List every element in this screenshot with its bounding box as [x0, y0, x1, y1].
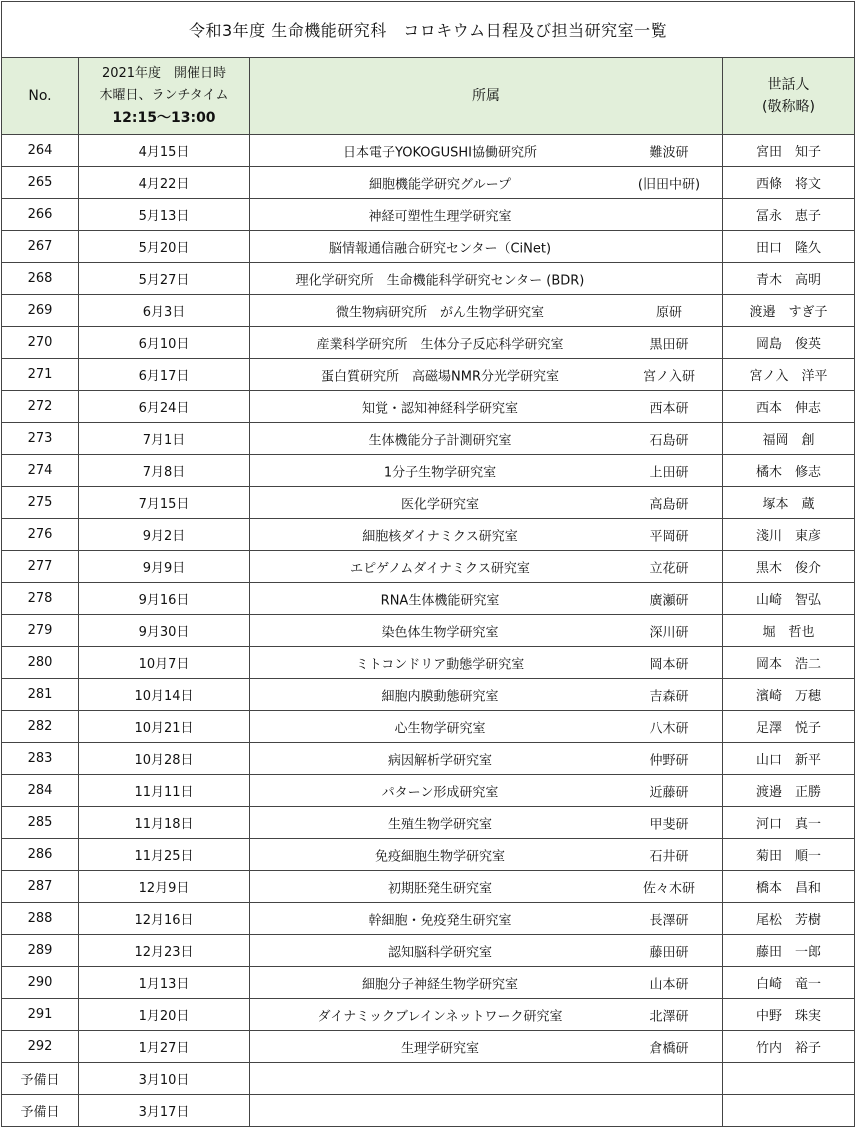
row-affiliation	[250, 519, 723, 551]
lab-tag: 石井研	[649, 849, 689, 864]
header-affiliation: 所属	[250, 58, 723, 135]
row-date: 9月16日	[79, 583, 250, 615]
row-date: 6月24日	[79, 391, 250, 423]
row-date: 4月15日	[79, 135, 250, 167]
row-host: 淺川 東彦	[723, 519, 855, 551]
lab-tag: 廣瀬研	[649, 593, 689, 608]
row-number: 272	[2, 391, 79, 423]
row-number: 279	[2, 615, 79, 647]
row-number: 予備日	[2, 1095, 79, 1127]
lab-tag: 長澤研	[649, 913, 689, 928]
table-row	[2, 583, 855, 615]
table-row	[2, 903, 855, 935]
row-host: 宮田 知子	[723, 135, 855, 167]
row-host: 中野 珠実	[723, 999, 855, 1031]
row-number: 264	[2, 135, 79, 167]
row-date: 6月17日	[79, 359, 250, 391]
table-row	[2, 647, 855, 679]
row-date: 1月27日	[79, 1031, 250, 1063]
row-host: 濱崎 万穂	[723, 679, 855, 711]
row-number: 284	[2, 775, 79, 807]
row-number: 281	[2, 679, 79, 711]
row-date: 11月25日	[79, 839, 250, 871]
row-host: 宮ノ入 洋平	[723, 359, 855, 391]
affiliation-name: 細胞分子神経生物学研究室	[361, 977, 518, 992]
table-row	[2, 167, 855, 199]
row-affiliation	[250, 455, 723, 487]
affiliation-name: 知覚・認知神経科学研究室	[361, 401, 518, 416]
lab-tag: 黒田研	[649, 337, 689, 352]
row-affiliation	[250, 839, 723, 871]
table-row	[2, 487, 855, 519]
row-number: 289	[2, 935, 79, 967]
row-date: 9月9日	[79, 551, 250, 583]
row-date: 5月27日	[79, 263, 250, 295]
affiliation-name: 病因解析学研究室	[387, 753, 492, 768]
row-date: 10月21日	[79, 711, 250, 743]
row-affiliation	[250, 711, 723, 743]
header-date-line1: 2021年度 開催日時	[101, 66, 227, 81]
row-host: 河口 真一	[723, 807, 855, 839]
table-row	[2, 519, 855, 551]
row-host: 福岡 創	[723, 423, 855, 455]
row-number: 269	[2, 295, 79, 327]
row-date: 7月15日	[79, 487, 250, 519]
row-host: 西本 伸志	[723, 391, 855, 423]
table-row	[2, 1063, 855, 1095]
lab-tag: (旧田中研)	[637, 177, 701, 192]
row-affiliation	[250, 423, 723, 455]
affiliation-name: 初期胚発生研究室	[387, 881, 492, 896]
row-date: 1月13日	[79, 967, 250, 999]
table-row	[2, 839, 855, 871]
lab-tag: 甲斐研	[649, 817, 689, 832]
row-affiliation	[250, 775, 723, 807]
table-row	[2, 327, 855, 359]
row-number: 282	[2, 711, 79, 743]
table-row	[2, 295, 855, 327]
table-row	[2, 999, 855, 1031]
row-date: 9月30日	[79, 615, 250, 647]
header-host-line1: 世話人	[767, 77, 810, 93]
row-affiliation	[250, 263, 723, 295]
row-host: 青木 高明	[723, 263, 855, 295]
row-host: 山崎 智弘	[723, 583, 855, 615]
row-number: 285	[2, 807, 79, 839]
row-affiliation	[250, 487, 723, 519]
row-number: 274	[2, 455, 79, 487]
row-number: 286	[2, 839, 79, 871]
table-row	[2, 775, 855, 807]
row-affiliation	[250, 167, 723, 199]
affiliation-name: RNA生体機能研究室	[380, 593, 500, 608]
row-number: 278	[2, 583, 79, 615]
row-affiliation	[250, 359, 723, 391]
row-host: 橋本 昌和	[723, 871, 855, 903]
lab-tag: 高島研	[649, 497, 689, 512]
row-date: 12月9日	[79, 871, 250, 903]
table-row	[2, 231, 855, 263]
row-affiliation	[250, 903, 723, 935]
row-affiliation	[250, 391, 723, 423]
affiliation-name: 医化学研究室	[400, 497, 479, 512]
row-host: 菊田 順一	[723, 839, 855, 871]
header-no: No.	[2, 58, 79, 135]
affiliation-name: 脳情報通信融合研究センター（CiNet)	[328, 241, 552, 256]
row-number: 277	[2, 551, 79, 583]
row-host: 足澤 悦子	[723, 711, 855, 743]
row-host: 藤田 一郎	[723, 935, 855, 967]
row-number: 287	[2, 871, 79, 903]
affiliation-name: パターン形成研究室	[381, 785, 499, 800]
affiliation-name: 1分子生物学研究室	[383, 465, 497, 480]
row-date: 4月22日	[79, 167, 250, 199]
lab-tag: 倉橋研	[649, 1041, 689, 1056]
table-row	[2, 135, 855, 167]
row-affiliation	[250, 135, 723, 167]
row-number: 265	[2, 167, 79, 199]
lab-tag: 深川研	[649, 625, 689, 640]
affiliation-name: 産業科学研究所 生体分子反応科学研究室	[316, 337, 564, 352]
table-row	[2, 455, 855, 487]
row-date: 11月18日	[79, 807, 250, 839]
row-date: 10月28日	[79, 743, 250, 775]
header-date-line2: 木曜日、ランチタイム	[99, 88, 229, 103]
affiliation-name: 免疫細胞生物学研究室	[374, 849, 505, 864]
row-number: 292	[2, 1031, 79, 1063]
lab-tag: 近藤研	[649, 785, 689, 800]
row-number: 288	[2, 903, 79, 935]
affiliation-name: 細胞核ダイナミクス研究室	[362, 529, 518, 544]
row-host: 尾松 芳樹	[723, 903, 855, 935]
lab-tag: 岡本研	[649, 657, 689, 672]
row-host: 冨永 恵子	[723, 199, 855, 231]
affiliation-name: 生理学研究室	[400, 1041, 479, 1056]
affiliation-name: ダイナミックブレインネットワーク研究室	[317, 1009, 563, 1024]
row-affiliation	[250, 615, 723, 647]
row-number: 275	[2, 487, 79, 519]
row-date: 5月13日	[79, 199, 250, 231]
row-number: 283	[2, 743, 79, 775]
affiliation-name: 理化学研究所 生命機能科学研究センター (BDR)	[295, 273, 585, 288]
row-number: 290	[2, 967, 79, 999]
row-host: 渡邉 正勝	[723, 775, 855, 807]
affiliation-name: 日本電子YOKOGUSHI協働研究所	[343, 145, 537, 160]
affiliation-name: 蛋白質研究所 高磁場NMR分光学研究室	[321, 369, 559, 384]
affiliation-name: 細胞内膜動態研究室	[381, 689, 499, 704]
row-affiliation	[250, 583, 723, 615]
row-host	[723, 1063, 855, 1095]
row-date: 5月20日	[79, 231, 250, 263]
row-number: 271	[2, 359, 79, 391]
row-affiliation	[250, 871, 723, 903]
row-date: 3月17日	[79, 1095, 250, 1127]
table-row	[2, 743, 855, 775]
title-row	[2, 2, 855, 58]
row-number: 291	[2, 999, 79, 1031]
lab-tag: 西本研	[649, 401, 689, 416]
affiliation-name: 微生物病研究所 がん生物学研究室	[335, 305, 544, 320]
header-row	[2, 58, 855, 135]
row-host: 黒木 俊介	[723, 551, 855, 583]
lab-tag: 難波研	[649, 145, 689, 160]
row-number: 276	[2, 519, 79, 551]
row-host: 山口 新平	[723, 743, 855, 775]
row-affiliation	[250, 807, 723, 839]
lab-tag: 藤田研	[649, 945, 689, 960]
table-row	[2, 711, 855, 743]
affiliation-name: 染色体生物学研究室	[381, 625, 499, 640]
row-affiliation	[250, 551, 723, 583]
row-host: 竹内 裕子	[723, 1031, 855, 1063]
table-row	[2, 1095, 855, 1127]
row-affiliation	[250, 647, 723, 679]
row-host: 岡島 俊英	[723, 327, 855, 359]
row-date: 6月10日	[79, 327, 250, 359]
lab-tag: 立花研	[649, 561, 689, 576]
lab-tag: 石島研	[649, 433, 689, 448]
row-affiliation	[250, 679, 723, 711]
row-affiliation	[250, 295, 723, 327]
row-host: 白崎 竜一	[723, 967, 855, 999]
row-host: 渡邉 すぎ子	[723, 295, 855, 327]
table-row	[2, 199, 855, 231]
table-row	[2, 807, 855, 839]
affiliation-name: エピゲノムダイナミクス研究室	[350, 561, 530, 576]
row-date: 10月14日	[79, 679, 250, 711]
row-date: 10月7日	[79, 647, 250, 679]
header-host	[723, 58, 855, 135]
row-affiliation	[250, 327, 723, 359]
lab-tag: 原研	[655, 305, 682, 320]
affiliation-name: 心生物学研究室	[394, 721, 486, 736]
row-date: 9月2日	[79, 519, 250, 551]
header-date-line3: 12:15〜13:00	[112, 110, 216, 126]
row-date: 7月8日	[79, 455, 250, 487]
table-row	[2, 1031, 855, 1063]
table-row	[2, 679, 855, 711]
lab-tag: 山本研	[649, 977, 689, 992]
header-date	[79, 58, 250, 135]
row-affiliation	[250, 199, 723, 231]
lab-tag: 宮ノ入研	[642, 369, 695, 384]
table-row	[2, 551, 855, 583]
row-affiliation	[250, 1031, 723, 1063]
row-host: 橘木 修志	[723, 455, 855, 487]
table-row	[2, 935, 855, 967]
row-host: 西條 将文	[723, 167, 855, 199]
affiliation-name: 生殖生物学研究室	[387, 817, 492, 832]
row-date: 11月11日	[79, 775, 250, 807]
row-number: 267	[2, 231, 79, 263]
row-number: 280	[2, 647, 79, 679]
lab-tag: 八木研	[649, 721, 689, 736]
row-host	[723, 1095, 855, 1127]
affiliation-name: 認知脳科学研究室	[387, 945, 492, 960]
row-affiliation	[250, 1063, 723, 1095]
table-row	[2, 263, 855, 295]
table-row	[2, 615, 855, 647]
lab-tag: 北澤研	[649, 1009, 689, 1024]
table-row	[2, 967, 855, 999]
row-number: 273	[2, 423, 79, 455]
lab-tag: 上田研	[649, 465, 689, 480]
row-affiliation	[250, 967, 723, 999]
affiliation-name: ミトコンドリア動態学研究室	[355, 657, 525, 672]
table-row	[2, 423, 855, 455]
table-row	[2, 871, 855, 903]
lab-tag: 仲野研	[649, 753, 689, 768]
lab-tag: 平岡研	[649, 529, 689, 544]
row-number: 266	[2, 199, 79, 231]
row-number: 予備日	[2, 1063, 79, 1095]
row-host: 堀 哲也	[723, 615, 855, 647]
row-date: 3月10日	[79, 1063, 250, 1095]
affiliation-name: 神経可塑性生理学研究室	[368, 209, 512, 224]
row-affiliation	[250, 935, 723, 967]
row-number: 268	[2, 263, 79, 295]
row-number: 270	[2, 327, 79, 359]
row-affiliation	[250, 1095, 723, 1127]
row-date: 12月16日	[79, 903, 250, 935]
row-date: 6月3日	[79, 295, 250, 327]
row-affiliation	[250, 999, 723, 1031]
colloquium-schedule-table	[1, 1, 855, 1127]
row-host: 田口 隆久	[723, 231, 855, 263]
row-date: 12月23日	[79, 935, 250, 967]
lab-tag: 佐々木研	[642, 881, 695, 896]
page-title: 令和3年度 生命機能研究科 コロキウム日程及び担当研究室一覧	[2, 2, 855, 58]
row-affiliation	[250, 231, 723, 263]
header-host-line2: (敬称略)	[762, 99, 815, 115]
lab-tag: 吉森研	[649, 689, 689, 704]
row-date: 1月20日	[79, 999, 250, 1031]
table-row	[2, 359, 855, 391]
row-affiliation	[250, 743, 723, 775]
row-date: 7月1日	[79, 423, 250, 455]
affiliation-name: 幹細胞・免疫発生研究室	[368, 913, 512, 928]
row-host: 塚本 蔵	[723, 487, 855, 519]
affiliation-name: 細胞機能学研究グループ	[369, 177, 511, 192]
affiliation-name: 生体機能分子計測研究室	[368, 433, 512, 448]
table-row	[2, 391, 855, 423]
row-host: 岡本 浩二	[723, 647, 855, 679]
